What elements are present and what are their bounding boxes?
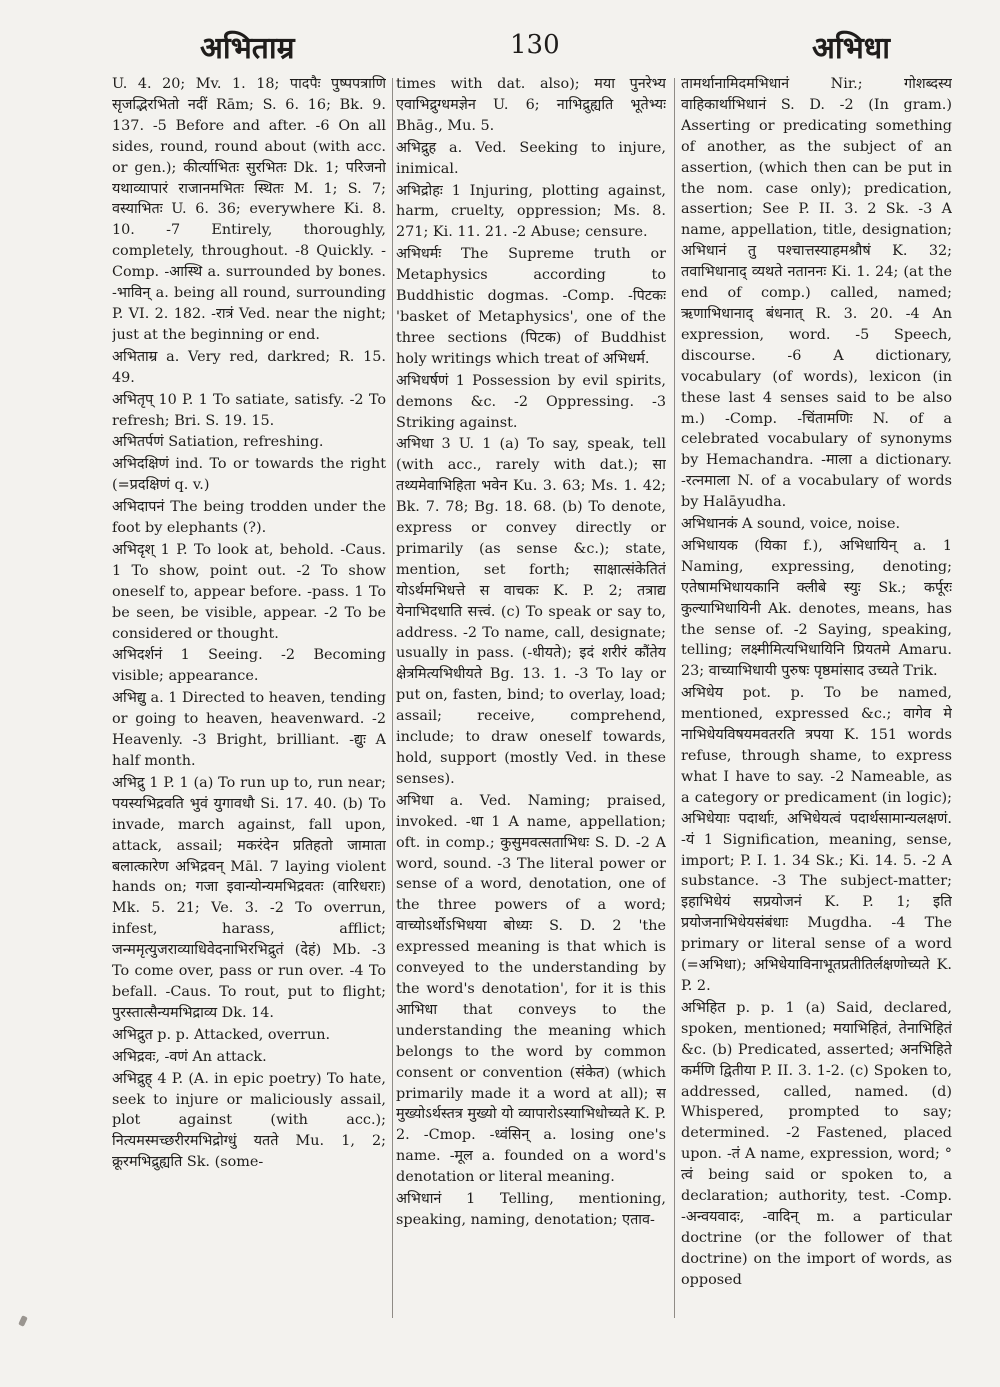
dictionary-entry: अभिधर्षणं 1 Possession by evil spirits, demons &c. -2 Oppressing. -3 Striking against.	[396, 372, 666, 431]
paper-speck	[18, 1315, 28, 1327]
dictionary-entry: तामर्थानामिदमभिधानं Nir.; गोशब्दस्य वाहिकार्थाभिधानं S. D. -2 (In gram.) Asserting or predicating something of another, as the subject of an assertion, (which then can be put in the nom. case only); predication, assertion; See P. II. 3. 2 Sk. -3 A name, appellation, title, designation; अभिधानं तु पश्चात्तस्याहमश्रौषं K. 32; तवाभिधानाद् व्यथते नताननः Ki. 1. 24; (at the end of comp.) called, named; ऋणाभिधानाद् बंधनात् R. 3. 20. -4 An expression, word. -5 Speech, discourse. -6 A dictionary, vocabulary (of words), lexicon (in these last 4 senses said to be also m.) -Comp. -चिंतामणिः N. of a celebrated vocabulary of synonyms by Hemachandra. -माला a dictionary. -रत्नमाला N. of a vocabulary of words by Halāyudha.	[681, 76, 952, 511]
dictionary-entry: अभिद्रुह a. Ved. Seeking to injure, inimical.	[396, 139, 666, 177]
dictionary-entry: अभिदर्शनं 1 Seeing. -2 Becoming visible; appearance.	[112, 647, 386, 685]
dictionary-entry: अभिधा a. Ved. Naming; praised, invoked. -धा 1 A name, appellation; oft. in comp.; कुसुमवत्सताभिधः S. D. -2 A word, sound. -3 The literal power or sense of a word, denotation, one of the three powers of a word; वाच्योऽर्थोऽभिधया बोध्यः S. D. 2 'the expressed meaning is that which is conveyed to the understanding by the word's denotation', for it is this आभिधा that conveys to the understanding the meaning which belongs to the word by common consent or convention (संकेत) (which primarily made it a word at all); स मुख्योऽर्थस्तत्र मुख्यो यो व्यापारोऽस्याभिधोच्यते K. P. 2. -Cmop. -ध्वंसिन् a. losing one's name. -मूल a. founded on a word's denotation or literal meaning.	[396, 792, 666, 1186]
text-columns	[112, 74, 952, 1314]
dictionary-entry: U. 4. 20; Mv. 1. 18; पादपैः पुष्पपत्राणि सृजद्भिरभितो नदीं Rām; S. 6. 16; Bk. 9. 137. -5 Before and after. -6 On all sides, round, round about (with acc. or gen.); कीर्त्याभितः सुरभितः Dk. 1; परिजनो यथाव्यापारं राजानमभितः स्थितः M. 1; S. 7; वस्याभितः U. 6. 36; everywhere Ki. 8. 10. -7 Entirely, thoroughly, completely, throughout. -8 Quickly. -Comp. -आस्थि a. surrounded by bones. -भाविन् a. being all round, surrounding P. VI. 2. 182. -रात्रं Ved. near the night; just at the beginning or end.	[112, 76, 386, 343]
column-right	[681, 74, 952, 1314]
page-number: 130	[510, 30, 560, 60]
dictionary-entry: times with dat. also); मया पुनरेभ्य एवाभिद्रुग्धमज्ञेन U. 6; नाभिद्रुह्यति भूतेभ्यः Bhāg., Mu. 5.	[396, 76, 666, 134]
left-running-headword: अभिताम्र	[200, 31, 295, 66]
dictionary-entry: अभिदापनं The being trodden under the foot by elephants (?).	[112, 499, 386, 537]
dictionary-entry: अभिहित p. p. 1 (a) Said, declared, spoken, mentioned; मयाभिहितं, तेनाभिहितं &c. (b) Predicated, asserted; अनभिहिते कर्मणि द्वितीया P. II. 3. 1-2. (c) Spoken to, addressed, called, named. (d) Whispered, prompted to say; determined. -2 Fastened, placed upon. -तं A name, expression, word; ° त्वं being said or spoken to, a declaration; authority, test. -Comp. -अन्वयवादः, -वादिन् m. a particular doctrine (or the follower of that doctrine) on the import of words, as opposed	[681, 999, 952, 1288]
dictionary-entry: अभिद्रवः, -वणं An attack.	[112, 1048, 267, 1065]
column-middle	[396, 74, 666, 1314]
dictionary-entry: अभिद्रोहः 1 Injuring, plotting against, harm, cruelty, oppression; Ms. 8. 271; Ki. 11. 21. -2 Abuse; censure.	[396, 182, 666, 241]
column-left	[112, 74, 386, 1314]
dictionary-entry: अभिधा 3 U. 1 (a) To say, speak, tell (with acc., rarely with dat.); सा तथ्यमेवाभिहिता भवेन Ku. 3. 63; Ms. 1. 42; Bk. 7. 78; Bg. 18. 68. (b) To denote, express or convey directly or primarily (as sense &c.); state, mention, set forth; साक्षात्संकेतितं योऽर्थमभिधत्ते स वाचकः K. P. 2; तत्राद्य येनाभिदधाति सत्त्वं. (c) To speak or say to, address. -2 To name, call, designate; usually in pass. (-धीयते); इदं शरीरं कौंतेय क्षेत्रमित्यभिधीयते Bg. 13. 1. -3 To lay or put on, fasten, bind; to overlay, load; assail; receive, comprehend, include; to draw oneself towards, hold, support (mostly Ved. in these senses).	[396, 436, 666, 787]
page-header	[112, 22, 952, 72]
dictionary-entry: अभिद्रुत p. p. Attacked, overrun.	[112, 1026, 331, 1043]
dictionary-entry: अभितर्पणं Satiation, refreshing.	[112, 434, 324, 451]
dictionary-entry: अभितृप् 10 P. 1 To satiate, satisfy. -2 To refresh; Bri. S. 19. 15.	[112, 391, 386, 429]
dictionary-entry: अभिधेय pot. p. To be named, mentioned, expressed &c.; वागेव मे नाभिधेयविषयमवतरति त्रपया K. 151 words refuse, through shame, to express what I have to say. -2 Nameable, as a category or predicament (in logic); अभिधेयाः पदार्थाः, अभिधेयत्वं पदार्थसामान्यलक्षणं. -यं 1 Signification, meaning, sense, import; P. I. 1. 34 Sk.; Ki. 14. 5. -2 A substance. -3 The subject-matter; इहाभिधेयं सप्रयोजनं K. P. 1; इति प्रयोजनाभिधेयसंबंधाः Mugdha. -4 The primary or literal sense of a word (=अभिधा); अभिधेयाविनाभूतप्रतीतिर्लक्षणोच्यते K. P. 2.	[681, 685, 952, 994]
dictionary-entry: अभिद्रुह् 4 P. (A. in epic poetry) To hate, seek to injure or maliciously assail, plot against (with acc.); नित्यमस्मच्छरीरमभिद्रोग्धुं यतते Mu. 1, 2; क्रूरमभिद्रुह्यति Sk. (some-	[112, 1070, 386, 1171]
dictionary-entry: अभिद्रु 1 P. 1 (a) To run up to, run near; पयस्यभिद्रवति भुवं युगावधौ Si. 17. 40. (b) To invade, march against, fall upon, attack, assail; मकरंदेन प्रतिहतो जामाता बलात्कारेण अभिद्रवन् Māl. 7 laying violent hands on; गजा इवान्योन्यमभिद्रवतः (वारिधराः) Mk. 5. 21; Ve. 3. -2 To overrun, infest, harass, afflict; जन्ममृत्युजराव्याधिवेदनाभिरभिद्रुतं (देहं) Mb. -3 To come over, pass or run over. -4 To befall. -Caus. To rout, put to flight; पुरस्तात्सैन्यमभिद्राव्य Dk. 14.	[112, 774, 386, 1021]
dictionary-entry: अभिदृश् 1 P. To look at, behold. -Caus. 1 To show, point out. -2 To show oneself to, appear before. -pass. 1 To be seen, be visible, appear. -2 To be considered or thought.	[112, 541, 386, 642]
dictionary-entry: अभिधायक (यिका f.), अभिधायिन् a. 1 Naming, expressing, denoting; एतेषामभिधायकानि क्लीबे स्युः Sk.; कर्पूरः कुल्याभिधायिनी Ak. denotes, means, has the sense of. -2 Saying, speaking, telling; लक्ष्मीमित्यभिधायिनि प्रियतमे Amaru. 23; वाच्याभिधायी पुरुषः पृष्ठमांसाद उच्यते Trik.	[681, 537, 952, 680]
dictionary-entry: अभिधानं 1 Telling, mentioning, speaking, naming, denotation; एताव-	[396, 1191, 666, 1228]
dictionary-entry: अभिताम्र a. Very red, darkred; R. 15. 49.	[112, 348, 386, 386]
dictionary-entry: अभिधानकं A sound, voice, noise.	[681, 516, 901, 533]
dictionary-entry: अभिधर्मः The Supreme truth or Metaphysics according to Buddhistic dogmas. -Comp. -पिटकः 'basket of Metaphysics', one of the three sections (पिटक) of Buddhist holy writings which treat of अभिधर्म.	[396, 246, 666, 367]
right-running-headword: अभिधा	[812, 31, 890, 66]
dictionary-entry: अभिदक्षिणं ind. To or towards the right (=प्रदक्षिणं q. v.)	[112, 456, 386, 494]
dictionary-entry: अभिद्यु a. 1 Directed to heaven, tending or going to heaven, heavenward. -2 Heavenly. -3 Bright, brilliant. -द्युः A half month.	[112, 690, 386, 769]
